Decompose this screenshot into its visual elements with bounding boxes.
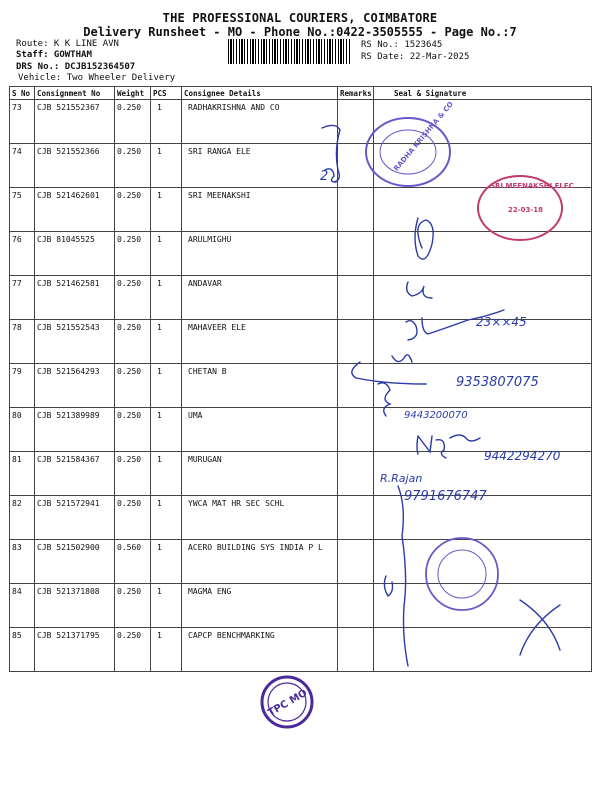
consignment-cell: CJB 521552367 <box>35 100 115 144</box>
table-header-row <box>10 87 592 100</box>
consignee-cell: ANDAVAR <box>182 276 338 320</box>
remarks-cell <box>338 628 374 672</box>
seal-cell <box>374 276 592 320</box>
sno-cell: 78 <box>10 320 35 364</box>
seal-cell <box>374 320 592 364</box>
seal-cell <box>374 584 592 628</box>
consignee-cell: RADHAKRISHNA AND CO <box>182 100 338 144</box>
pcs-cell: 1 <box>151 232 182 276</box>
table-row <box>10 188 592 232</box>
consignment-cell: CJB 521462601 <box>35 188 115 232</box>
weight-cell: 0.250 <box>115 320 151 364</box>
sno-cell: 83 <box>10 540 35 584</box>
pcs-cell: 1 <box>151 540 182 584</box>
handwritten-phone-4: 9442294270 <box>484 449 561 463</box>
remarks-cell <box>338 408 374 452</box>
pcs-cell: 1 <box>151 100 182 144</box>
remarks-cell <box>338 320 374 364</box>
remarks-cell <box>338 232 374 276</box>
consignment-cell: CJB 521552543 <box>35 320 115 364</box>
weight-cell: 0.560 <box>115 540 151 584</box>
table-row <box>10 540 592 584</box>
handwritten-phone-5: 9791676747 <box>404 489 487 504</box>
remarks-cell <box>338 100 374 144</box>
consignee-cell: SRI RANGA ELE <box>182 144 338 188</box>
seal-cell <box>374 496 592 540</box>
route-text: Route: K K LINE AVN <box>16 39 119 49</box>
consignee-cell: CAPCP BENCHMARKING <box>182 628 338 672</box>
handwritten-phone-3: 9443200070 <box>404 410 468 421</box>
runsheet-subtitle: Delivery Runsheet - MO - Phone No.:0422-3505555 - Page No.:7 <box>83 25 517 39</box>
weight-cell: 0.250 <box>115 364 151 408</box>
consignee-cell: UMA <box>182 408 338 452</box>
pcs-cell: 1 <box>151 144 182 188</box>
col-consignee: Consignee Details <box>182 87 338 100</box>
table-row <box>10 364 592 408</box>
pcs-cell: 1 <box>151 276 182 320</box>
consignment-cell: CJB 521502900 <box>35 540 115 584</box>
pcs-cell: 1 <box>151 188 182 232</box>
handwritten-name: R.Rajan <box>380 472 423 485</box>
pcs-cell: 1 <box>151 408 182 452</box>
remarks-cell <box>338 540 374 584</box>
col-consignment: Consignment No <box>35 87 115 100</box>
handwritten-phone-0: 23××45 <box>476 315 527 329</box>
consignment-cell: CJB 521564293 <box>35 364 115 408</box>
staff-text: Staff: GOWTHAM <box>16 50 92 60</box>
consignee-cell: MURUGAN <box>182 452 338 496</box>
table-row <box>10 276 592 320</box>
table-row <box>10 584 592 628</box>
col-weight: Weight <box>115 87 151 100</box>
rs-number: RS No.: 1523645 <box>361 40 443 50</box>
consignee-cell: ACERO BUILDING SYS INDIA P L <box>182 540 338 584</box>
weight-cell: 0.250 <box>115 232 151 276</box>
pcs-cell: 1 <box>151 628 182 672</box>
consignment-cell: CJB 521371795 <box>35 628 115 672</box>
sno-cell: 75 <box>10 188 35 232</box>
seal-cell <box>374 408 592 452</box>
weight-cell: 0.250 <box>115 452 151 496</box>
svg-text:2: 2 <box>320 169 329 184</box>
remarks-cell <box>338 496 374 540</box>
sno-cell: 77 <box>10 276 35 320</box>
table-row <box>10 628 592 672</box>
col-remarks: Remarks <box>338 87 374 100</box>
stamp-meenakshi-text: SRI MEENAKSHI ELEC <box>490 182 574 190</box>
pcs-cell: 1 <box>151 320 182 364</box>
drs-number: DRS No.: DCJB152364507 <box>16 62 136 72</box>
weight-cell: 0.250 <box>115 100 151 144</box>
stamp-radha-text: RADHA KRISHNA & CO <box>392 100 456 173</box>
vehicle-text: Vehicle: Two Wheeler Delivery <box>18 73 176 83</box>
consignment-cell: CJB 521572941 <box>35 496 115 540</box>
consignment-cell: CJB 521462581 <box>35 276 115 320</box>
table-row <box>10 232 592 276</box>
weight-cell: 0.250 <box>115 408 151 452</box>
consignment-cell: CJB 521584367 <box>35 452 115 496</box>
remarks-cell <box>338 452 374 496</box>
seal-cell <box>374 452 592 496</box>
seal-cell <box>374 232 592 276</box>
consignee-cell: YWCA MAT HR SEC SCHL <box>182 496 338 540</box>
company-title: THE PROFESSIONAL COURIERS, COIMBATORE <box>162 11 438 25</box>
consignee-cell: SRI MEENAKSHI <box>182 188 338 232</box>
weight-cell: 0.250 <box>115 584 151 628</box>
remarks-cell <box>338 276 374 320</box>
seal-cell <box>374 144 592 188</box>
stamp-meenakshi-date: 22-03-18 <box>508 206 544 214</box>
handwritten-phone-2: 9353807075 <box>456 375 539 390</box>
remarks-cell <box>338 188 374 232</box>
col-seal: Seal & Signature <box>374 87 592 100</box>
table-row <box>10 320 592 364</box>
sno-cell: 76 <box>10 232 35 276</box>
weight-cell: 0.250 <box>115 144 151 188</box>
table-row <box>10 452 592 496</box>
consignment-cell: CJB 521552366 <box>35 144 115 188</box>
rs-date: RS Date: 22-Mar-2025 <box>361 52 470 62</box>
consignment-cell: CJB 521389989 <box>35 408 115 452</box>
sno-cell: 85 <box>10 628 35 672</box>
stamp-tpc-mo <box>262 677 312 727</box>
stamp-tpc-text: TPC MO <box>266 687 310 719</box>
sno-cell: 74 <box>10 144 35 188</box>
seal-cell <box>374 100 592 144</box>
sno-cell: 79 <box>10 364 35 408</box>
table-row <box>10 144 592 188</box>
sno-cell: 82 <box>10 496 35 540</box>
sno-cell: 73 <box>10 100 35 144</box>
barcode <box>228 39 351 64</box>
seal-cell <box>374 628 592 672</box>
sno-cell: 80 <box>10 408 35 452</box>
table-row <box>10 496 592 540</box>
pcs-cell: 1 <box>151 584 182 628</box>
runsheet-table <box>9 86 592 672</box>
remarks-cell <box>338 364 374 408</box>
remarks-cell <box>338 144 374 188</box>
seal-cell <box>374 188 592 232</box>
sno-cell: 84 <box>10 584 35 628</box>
col-sno: S No <box>10 87 35 100</box>
sno-cell: 81 <box>10 452 35 496</box>
remarks-cell <box>338 584 374 628</box>
col-pcs: PCS <box>151 87 182 100</box>
table-row <box>10 408 592 452</box>
weight-cell: 0.250 <box>115 628 151 672</box>
weight-cell: 0.250 <box>115 188 151 232</box>
consignment-cell: CJB 521371808 <box>35 584 115 628</box>
consignment-cell: CJB 81045525 <box>35 232 115 276</box>
consignee-cell: ARULMIGHU <box>182 232 338 276</box>
seal-cell <box>374 540 592 584</box>
consignee-cell: MAHAVEER ELE <box>182 320 338 364</box>
consignee-cell: CHETAN B <box>182 364 338 408</box>
table-row <box>10 100 592 144</box>
weight-cell: 0.250 <box>115 276 151 320</box>
weight-cell: 0.250 <box>115 496 151 540</box>
pcs-cell: 1 <box>151 364 182 408</box>
seal-cell <box>374 364 592 408</box>
pcs-cell: 1 <box>151 496 182 540</box>
consignee-cell: MAGMA ENG <box>182 584 338 628</box>
pcs-cell: 1 <box>151 452 182 496</box>
